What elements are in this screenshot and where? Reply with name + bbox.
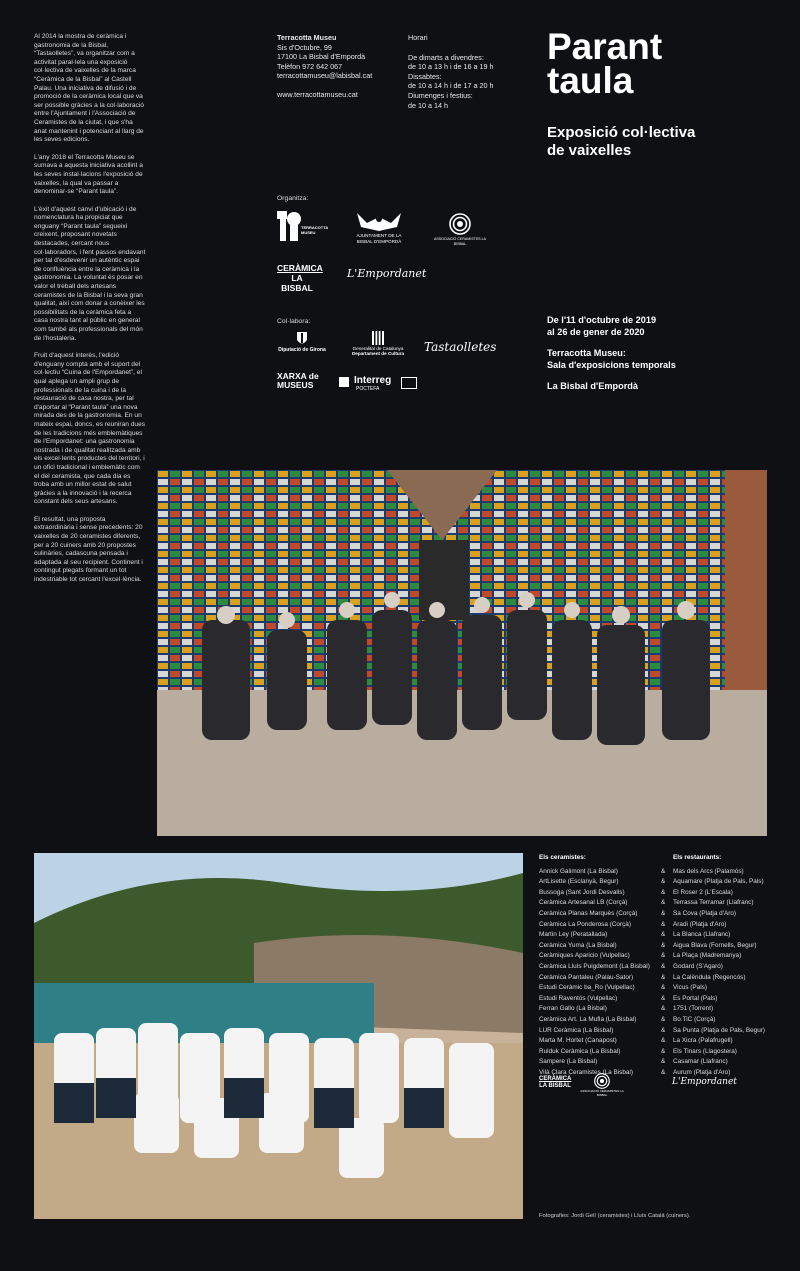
xarxa-logo-line: MUSEUS — [277, 380, 314, 390]
list-item: Ceràmica Art. La Mufla (La Bisbal) — [539, 1015, 637, 1023]
address-line: 17100 La Bisbal d'Empordà — [277, 52, 366, 62]
hours-line: Dissabtes: — [408, 71, 442, 81]
ampersand: & — [661, 941, 666, 949]
list-item: 1751 (Torrent) — [673, 1005, 714, 1013]
list-item: ArtLisette (Esclanyà, Begur) — [539, 878, 619, 886]
list-item: Estudi Raventós (Vulpellac) — [539, 994, 618, 1002]
list-item: Es Portal (Pals) — [673, 994, 718, 1002]
list-item: Ceràmiques Aparicio (Vulpellac) — [539, 952, 630, 960]
ampersand: & — [661, 952, 666, 960]
ceramica-logo-line: LA BISBAL — [281, 273, 313, 293]
shield-icon — [296, 331, 308, 347]
interreg-logo-text: Interreg — [354, 375, 392, 386]
phone: Telèfon 972 642 067 — [277, 61, 343, 71]
ampersand: & — [661, 899, 666, 907]
ceramica-la-bisbal-logo — [277, 263, 323, 293]
intro-paragraph: L'any 2018 el Terracotta Museu se sumava a aquesta iniciativa acollint a les seves instal·lacions l'exposició de vaixelles, la qual va passar a denominar-se “Parant taula”. — [34, 153, 143, 196]
list-item: Sa Punta (Platja de Pals, Begur) — [673, 1026, 766, 1034]
ajuntament-logo-text: AJUNTAMENT DE LA BISBAL D'EMPORDÀ — [356, 233, 402, 244]
town: La Bisbal d'Empordà — [547, 381, 639, 391]
list-item: Ceràmica La Ponderosa (Corçà) — [539, 920, 631, 928]
ceramistes-heading: Els ceramistes: — [539, 854, 586, 861]
xarxa-museus-logo — [277, 372, 321, 390]
spiral-icon — [448, 213, 472, 235]
list-item: Ceràmica Lluís Puigdemont (La Bisbal) — [539, 962, 650, 970]
dates-line: De l'11 d'octubre de 2019 — [547, 315, 657, 325]
organitza-label: Organitza: — [277, 195, 309, 202]
senyera-icon — [372, 331, 384, 345]
interreg-mark-icon — [339, 377, 349, 387]
website: www.terracottamuseu.cat — [277, 89, 358, 99]
list-item: Ceràmica Yuma (La Bisbal) — [539, 941, 617, 949]
terracotta-museu-logo — [277, 209, 327, 247]
opening-hours — [408, 33, 518, 110]
list-item: Estudi Ceràmic ba_Ro (Vulpellac) — [539, 984, 635, 992]
list-item: Casamar (Llafranc) — [673, 1058, 728, 1066]
list-item: Els Tinars (Llagostera) — [673, 1047, 737, 1055]
list-item: Aquamare (Platja de Pals, Pals) — [673, 878, 764, 886]
ceramists-group-photo — [157, 470, 767, 836]
list-item: Ceràmica Artesanal LB (Corçà) — [539, 899, 628, 907]
list-item: Ceràmica Pantaleu (Palau-Sator) — [539, 973, 634, 981]
diputacio-logo-text: Diputació de Girona — [278, 347, 326, 353]
list-item: La Plaça (Madremanya) — [673, 952, 742, 960]
hours-line: de 10 a 13 h i de 16 a 19 h — [408, 62, 494, 72]
list-item: Aigua Blava (Fornells, Begur) — [673, 941, 757, 949]
associacio-logo-text: ASSOCIACIÓ CERAMISTES LA BISBAL — [580, 1089, 624, 1097]
eu-flag-icon — [401, 377, 417, 389]
list-item: LUR Ceràmica (La Bisbal) — [539, 1026, 614, 1034]
email: terracottamuseu@labisbal.cat — [277, 71, 373, 81]
intro-paragraph: L'èxit d'aquest canvi d'ubicació i de nomenclatura ha propiciat que enguany “Parant taula” segueixi creixent, proposant novetats destacades, cercant nous col·laboradors, i fent passos endavant per tal d'esdevenir un autèntic espai de confluència entre la ceràmica i la gastronomia. La voluntat és posar en valor el treball dels artesans ceramistes de la Bisbal i la seva gran qualitat, així com donar a conèixer les possibilitats de la ceràmica feta a casa nostra tant al públic en general com també als professionals del món de l'hostaleria. — [34, 205, 146, 342]
ampersand: & — [661, 867, 666, 875]
venue-line: Terracotta Museu: — [547, 348, 626, 358]
generalitat-logo-text: Generalitat de Catalunya — [352, 346, 404, 351]
ajuntament-logo — [348, 209, 410, 249]
list-item: Ferran Gallo (La Bisbal) — [539, 1005, 607, 1013]
list-item: Godard (S'Agaró) — [673, 962, 723, 970]
ampersand: & — [661, 994, 666, 1002]
list-item: Rulduk Ceràmica (La Bisbal) — [539, 1047, 621, 1055]
address-line: Sis d'Octubre, 99 — [277, 42, 332, 52]
list-item: Annick Galimont (La Bisbal) — [539, 867, 618, 875]
photo-credits: Fotografies: Jordi Gelí (ceramistes) i Lluís Catalá (cuiners). — [539, 1213, 691, 1219]
hours-line: de 10 a 14 h — [408, 100, 448, 110]
ampersand: & — [661, 878, 666, 886]
ampersand: & — [661, 984, 666, 992]
ampersand: & — [661, 1005, 666, 1013]
intro-paragraph: El resultat, una proposta extraordinària i sense precedents: 20 vaixelles de 20 ceramistes diferents, per a 20 cuiners amb 20 propostes culinàries, cadascuna pensada i adaptada al seu recipient. Continent i contingut plegats formant un tot indestriable tot cercant l'excel·lència. — [34, 515, 143, 584]
museum-contact — [277, 33, 397, 100]
list-item: Aradi (Platja d'Aro) — [673, 920, 727, 928]
hours-heading: Horari — [408, 33, 428, 42]
hours-line: Diumenges i festius: — [408, 90, 473, 100]
hours-line: De dimarts a divendres: — [408, 52, 484, 62]
exhibition-info — [547, 314, 777, 401]
title-line: taula — [547, 60, 634, 101]
list-item: La Xicra (Palafrugell) — [673, 1037, 733, 1045]
chefs-group-photo — [34, 853, 523, 1219]
heraldic-shield-icon — [353, 209, 405, 233]
ampersand: & — [661, 1058, 666, 1066]
restaurants-list — [673, 853, 783, 1078]
subtitle-line: de vaixelles — [547, 142, 632, 159]
spiral-icon — [593, 1073, 611, 1089]
poster-subtitle — [547, 124, 777, 160]
dates-line: al 26 de gener de 2020 — [547, 327, 645, 337]
diputacio-girona-logo — [277, 331, 327, 353]
list-item: Terrassa Terramar (Llafranc) — [673, 899, 754, 907]
associacio-small-logo — [578, 1073, 626, 1097]
ceramica-logo-line: CERÀMICA — [277, 263, 323, 273]
list-item: Martin Ley (Peratallada) — [539, 931, 608, 939]
ceramica-logo-line: CERÀMICA — [539, 1076, 572, 1082]
ampersand: & — [661, 1015, 666, 1023]
empordanet-logo: L'Empordanet — [347, 267, 427, 280]
list-item: Ceràmica Planas Marquès (Corçà) — [539, 909, 638, 917]
ampersand: & — [661, 1068, 666, 1076]
ampersand: & — [661, 909, 666, 917]
list-item: Mas dels Arcs (Palamós) — [673, 867, 744, 875]
ampersand-column — [661, 853, 669, 1078]
ceramica-logo-line: LA BISBAL — [539, 1083, 571, 1089]
ceramica-la-bisbal-small-logo — [539, 1076, 571, 1090]
list-item: Bussoga (Sant Jordi Desvalls) — [539, 888, 625, 896]
ceramistes-list — [539, 853, 669, 1078]
subtitle-line: Exposició col·lectiva — [547, 124, 696, 141]
associacio-logo-text: ASSOCIACIÓ CERAMISTES LA BISBAL — [433, 237, 487, 246]
generalitat-logo — [346, 331, 410, 357]
list-item: Sampere (La Bisbal) — [539, 1058, 598, 1066]
list-item: La Blanca (Llafranc) — [673, 931, 731, 939]
title-line: Parant — [547, 26, 663, 67]
tm-logo-text: TERRACOTTA MUSEU — [301, 225, 329, 235]
list-item: La Calèndula (Regencós) — [673, 973, 746, 981]
list-item: Vilà Clara Ceramistes (La Bisbal) — [539, 1068, 633, 1076]
interreg-poctefa-logo — [339, 376, 419, 394]
intro-paragraph: Al 2014 la mostra de ceràmica i gastronomia de la Bisbal, “Tastaolletes”, va organitzar com a activitat paral·lela una exposició col·lectiva de vaixelles de la marca “Ceràmica de la Bisbal” al Castell Palau. Una iniciativa de difusió i de promoció de la ceràmica local que va ser possible gràcies a la col·laboració entre l'Ajuntament i l'Associació de Ceramistes de la ciutat, i que s'ha anat mantenint i potenciant al llarg de les seves edicions. — [34, 33, 144, 144]
list-item: Bo.TiC (Corçà) — [673, 1015, 716, 1023]
ampersand: & — [661, 1047, 666, 1055]
venue-line: Sala d'exposicions temporals — [547, 360, 676, 370]
list-item: Marta M. Hortet (Canapost) — [539, 1037, 617, 1045]
ampersand: & — [661, 1026, 666, 1034]
associacio-ceramistes-logo — [430, 213, 490, 249]
ampersand: & — [661, 920, 666, 928]
ampersand: & — [661, 1037, 666, 1045]
generalitat-logo-text: Departament de Cultura — [351, 351, 405, 357]
xarxa-logo-line: XARXA de — [277, 371, 319, 381]
ampersand: & — [661, 931, 666, 939]
ampersand: & — [661, 962, 666, 970]
tastaolletes-logo: Tastaolletes — [424, 340, 497, 354]
list-item: Vicus (Pals) — [673, 984, 707, 992]
empordanet-small-logo: L'Empordanet — [672, 1077, 737, 1087]
ampersand: & — [661, 888, 666, 896]
hours-line: de 10 a 14 h i de 17 a 20 h — [408, 81, 494, 91]
collabora-label: Col·labora: — [277, 318, 311, 325]
list-item: Aurum (Platja d'Aro) — [673, 1068, 731, 1076]
list-item: Sa Cova (Platja d'Aro) — [673, 909, 737, 917]
museum-name: Terracotta Museu — [277, 33, 337, 42]
poster-title — [547, 26, 777, 101]
intro-paragraph: Fruit d'aquest interès, l'edició d'enguany compta amb el suport del col·lectiu “Cuina de l'Empordanet”, el qual aplega un ampli grup de professionals de la cuina i de la restauració de casa nostra, per tal d'aportar al “Parant taula” una nova mirada des de la gastronomia. En un mateix espai, doncs, es reuniran dues de les tradicions més emblemàtiques de l'Empordanet: una gastronomia nostrada i de qualitat realitzada amb els excel·lents productes del territori, i un ofici tradicional i emblemàtic com el del ceramista, que cada dia es troba amb un millor estat de salut gràcies a la innovació i la recerca constant dels seus artesans. — [34, 352, 146, 506]
poctefa-logo-text: POCTEFA — [356, 386, 380, 392]
restaurants-heading: Els restaurants: — [673, 854, 722, 861]
intro-text — [34, 33, 146, 594]
ampersand: & — [661, 973, 666, 981]
list-item: El Roser 2 (L'Escala) — [673, 888, 733, 896]
